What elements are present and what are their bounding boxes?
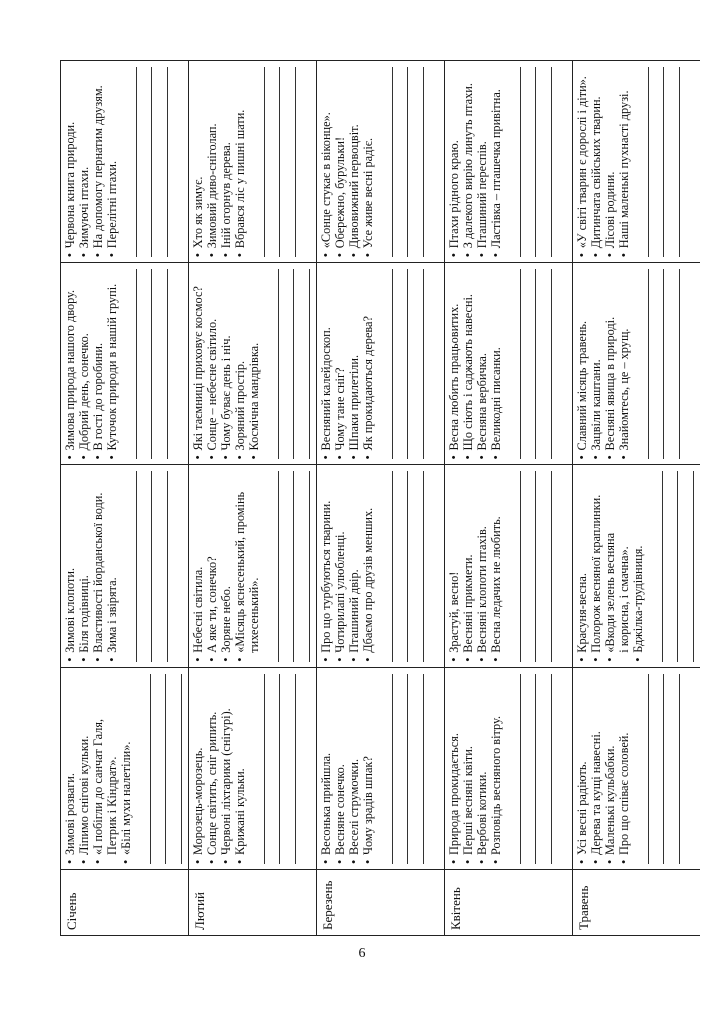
topic-item: • Весняні явища в природі. [603,267,617,459]
topic-item: • Перелітні птахи. [105,65,119,257]
blank-line [280,674,296,864]
blank-line [521,674,537,864]
topic-item: • Морозець-морозець. [191,672,205,864]
topic-list [319,470,375,662]
topic-cell [573,61,701,263]
topic-item: • Весняна вербичка. [475,267,489,459]
topic-cell [317,263,445,465]
topic-item: • Куточок природи в нашій групі. [105,267,119,459]
blank-writing-lines [505,672,552,864]
topic-cell [445,61,573,263]
topic-item: • Пташиний переспів. [475,65,489,257]
blank-line [152,269,168,459]
topic-cell [573,465,701,667]
topic-item: • Дитинчата свійських тварин. [589,65,603,257]
topic-list [447,65,503,257]
topic-list [191,65,247,257]
topic-item: • Зимуючі птахи. [77,65,91,257]
topic-item: • Зоряне небо. [219,470,233,662]
topic-item: • Лісові родини. [603,65,617,257]
topic-item: • Великодні писанки. [489,267,503,459]
topic-item: • Про що турбуються тварини. [319,470,333,662]
blank-line [377,67,393,257]
topic-item: • Зимовий диво-сніголап. [205,65,219,257]
topic-item: • Усі весні радіють. [575,672,589,864]
topic-item: • Полорож весняної краплинки. [589,470,603,662]
blank-writing-lines [377,65,424,257]
topic-item: • Сонце світить, сніг рипить. [205,672,219,864]
topic-item: • А яке ти, сонечко? [205,470,219,662]
month-cell: Січень [61,870,189,936]
blank-line [265,67,281,257]
topic-cell [317,61,445,263]
topic-item: • З далекого вирію линуть птахи. [461,65,475,257]
blank-line [152,67,168,257]
blank-line [265,674,281,864]
blank-line [408,472,424,662]
topic-list [575,267,631,459]
blank-line [393,269,409,459]
blank-line [393,67,409,257]
blank-line [279,472,295,662]
blank-line [137,472,153,662]
blank-line [505,472,521,662]
topic-list [575,470,645,662]
topic-item: • Що сіють і саджають навесні. [461,267,475,459]
topic-cell [189,465,317,667]
topic-item: • Зацвіли каштани. [589,267,603,459]
topic-list [319,267,375,459]
topic-item: • Властивості йорданської води. [91,470,105,662]
blank-line [633,67,649,257]
blank-line [294,269,310,459]
topic-list [63,267,119,459]
monthly-plan-table [60,60,700,936]
topic-item: • Весна ледачих не любить. [489,470,503,662]
rotated-table-wrapper [60,60,700,936]
topic-list [191,470,261,662]
blank-writing-lines [263,267,310,459]
blank-line [121,67,137,257]
blank-line [263,472,279,662]
blank-line [521,67,537,257]
topic-item: • Ліпимо снігові кульки. [77,672,91,864]
topic-list [319,65,375,257]
topic-item: • Сонце – небесне світило. [205,267,219,459]
blank-line [294,472,310,662]
topic-list [447,672,503,864]
topic-item: • Усе живе весні радіє. [361,65,375,257]
blank-writing-lines [633,672,680,864]
topic-item: • Хто як зимує. [191,65,205,257]
topic-item: • На допомогу пернатим друзям. [91,65,105,257]
topic-cell [573,263,701,465]
blank-line [377,674,393,864]
topic-item: • «У світі тварин є дорослі і діти». [575,65,589,257]
topic-list [63,65,119,257]
topic-item: • Обережно, бурульки! [333,65,347,257]
topic-item: • Дерева та кущі навесні. [589,672,603,864]
topic-item: • Небесні світила. [191,470,205,662]
topic-list [575,65,631,257]
blank-writing-lines [505,65,552,257]
topic-item: • «Місяць яснесенький, промінь тихесенький». [233,470,261,662]
blank-line [151,674,167,864]
topic-item: • Червона книга природи. [63,65,77,257]
topic-item: • Зима і звірята. [105,470,119,662]
topic-cell [317,667,445,869]
topic-item: • «Сонце стукає в віконце». [319,65,333,257]
blank-line [536,67,552,257]
topic-list [63,672,133,864]
blank-line [135,674,151,864]
topic-item: • Веселі струмочки. [347,672,361,864]
topic-item: • Дивовижний первоцвіт. [347,65,361,257]
topic-item: • Розповідь весняного вітру. [489,672,503,864]
blank-writing-lines [135,672,182,864]
topic-list [63,470,119,662]
topic-item: • Чому зрадів шпак? [361,672,375,864]
topic-cell [317,465,445,667]
topic-item: • Іній огорнув дерева. [219,65,233,257]
topic-cell [445,263,573,465]
table-row [445,61,573,936]
blank-line [678,472,694,662]
topic-list [191,672,247,864]
blank-line [408,269,424,459]
topic-item: • Крижані кульки. [233,672,247,864]
blank-line [137,269,153,459]
blank-writing-lines [121,470,168,662]
topic-list [191,267,261,459]
topic-item: • Дбаємо про друзів менших. [361,470,375,662]
blank-writing-lines [505,470,552,662]
topic-item: • «Білі мухи налетіли». [119,672,133,864]
blank-line [521,472,537,662]
topic-item: • Чотирилапі улюбленці. [333,470,347,662]
table-row [189,61,317,936]
blank-line [280,67,296,257]
topic-cell [61,61,189,263]
topic-item: • Зоряний простір. [233,267,247,459]
blank-writing-lines [121,267,168,459]
topic-item: • Зимові клопоти. [63,470,77,662]
blank-line [664,67,680,257]
topic-item: • Які таємниці приховує космос? [191,267,205,459]
topic-item: • Весонька прийшла. [319,672,333,864]
topic-item: • Зимові розваги. [63,672,77,864]
topic-cell [61,667,189,869]
blank-line [664,674,680,864]
blank-line [505,674,521,864]
blank-line [377,472,393,662]
topic-cell [189,667,317,869]
table-row [317,61,445,936]
topic-item: • Чому буває день і ніч. [219,267,233,459]
blank-line [649,269,665,459]
topic-item: • Як прокидаються дерева? [361,267,375,459]
blank-writing-lines [377,672,424,864]
topic-item: • Зимова природа нашого двору. [63,267,77,459]
blank-writing-lines [249,65,296,257]
blank-line [393,674,409,864]
topic-item: • Маленькі кульбабки. [603,672,617,864]
blank-writing-lines [647,470,694,662]
blank-line [521,269,537,459]
topic-cell [445,667,573,869]
topic-item: • Червоні ліхтарики (снігурі). [219,672,233,864]
blank-writing-lines [377,267,424,459]
topic-item: • Наші маленькі пухнасті друзі. [617,65,631,257]
topic-cell [61,465,189,667]
table-row [573,61,701,936]
blank-writing-lines [121,65,168,257]
blank-line [536,674,552,864]
blank-line [279,269,295,459]
topic-item: • Вбрався ліс у пишні шати. [233,65,247,257]
topic-item: • Птахи рідного краю. [447,65,461,257]
blank-line [166,674,182,864]
table-row [61,61,189,936]
topic-list [319,672,375,864]
blank-line [536,472,552,662]
rotated-page-area [60,60,700,936]
topic-item: • Вербові котики. [475,672,489,864]
topic-item: • Красуня-весна. [575,470,589,662]
topic-list [447,470,503,662]
topic-cell [61,263,189,465]
topic-item: • Добрий день, сонечко. [77,267,91,459]
blank-line [664,269,680,459]
blank-line [649,674,665,864]
topic-item: • Космічна мандрівка. [247,267,261,459]
blank-line [408,67,424,257]
blank-line [649,67,665,257]
blank-line [505,67,521,257]
blank-line [663,472,679,662]
blank-line [137,67,153,257]
topic-item: • Шпаки прилетіли. [347,267,361,459]
blank-line [408,674,424,864]
month-cell: Березень [317,870,445,936]
month-cell: Лютий [189,870,317,936]
page-number: 6 [358,946,366,961]
topic-item: • Весняні клопоти птахів. [475,470,489,662]
blank-writing-lines [249,672,296,864]
topic-item: • Весняний калейдоскоп. [319,267,333,459]
blank-line [121,472,137,662]
blank-writing-lines [377,470,424,662]
topic-item: • Перші весняні квіти. [461,672,475,864]
topic-item: • Весна любить працьовитих. [447,267,461,459]
topic-cell [573,667,701,869]
topic-item: • Пташиний двір. [347,470,361,662]
topic-item: • «І побігли до санчат Галя, Петрик і Кіндрат». [91,672,119,864]
blank-line [505,269,521,459]
topic-item: • Весняне сонечко. [333,672,347,864]
topic-item: • Бджілка-трудівниця. [631,470,645,662]
table-body [61,61,701,936]
month-cell: Квітень [445,870,573,936]
blank-line [536,269,552,459]
topic-item: • Чому тане сніг? [333,267,347,459]
topic-item: • Зрастуй, весно! [447,470,461,662]
topic-item: • Славний місяць травень. [575,267,589,459]
topic-cell [189,263,317,465]
topic-list [575,672,631,864]
blank-line [263,269,279,459]
topic-item: • Біля годівниці. [77,470,91,662]
topic-list [447,267,503,459]
topic-item: • «Вкоди зелень весняна і корисна, і смачна». [603,470,631,662]
topic-item: • В гості до горобини. [91,267,105,459]
blank-line [377,269,393,459]
blank-line [249,67,265,257]
topic-item: • Про що співає соловей. [617,672,631,864]
blank-line [393,472,409,662]
blank-line [633,269,649,459]
topic-item: • Весняні прикмети. [461,470,475,662]
topic-item: • Ластівка – пташечка привітна. [489,65,503,257]
topic-item: • Природа прокидається. [447,672,461,864]
topic-cell [189,61,317,263]
blank-line [249,674,265,864]
blank-writing-lines [633,267,680,459]
blank-line [121,269,137,459]
blank-line [152,472,168,662]
blank-line [633,674,649,864]
blank-writing-lines [263,470,310,662]
blank-line [647,472,663,662]
month-cell: Травень [573,870,701,936]
topic-cell [445,465,573,667]
topic-item: • Знайомтесь, це – хрущ. [617,267,631,459]
blank-writing-lines [633,65,680,257]
blank-writing-lines [505,267,552,459]
